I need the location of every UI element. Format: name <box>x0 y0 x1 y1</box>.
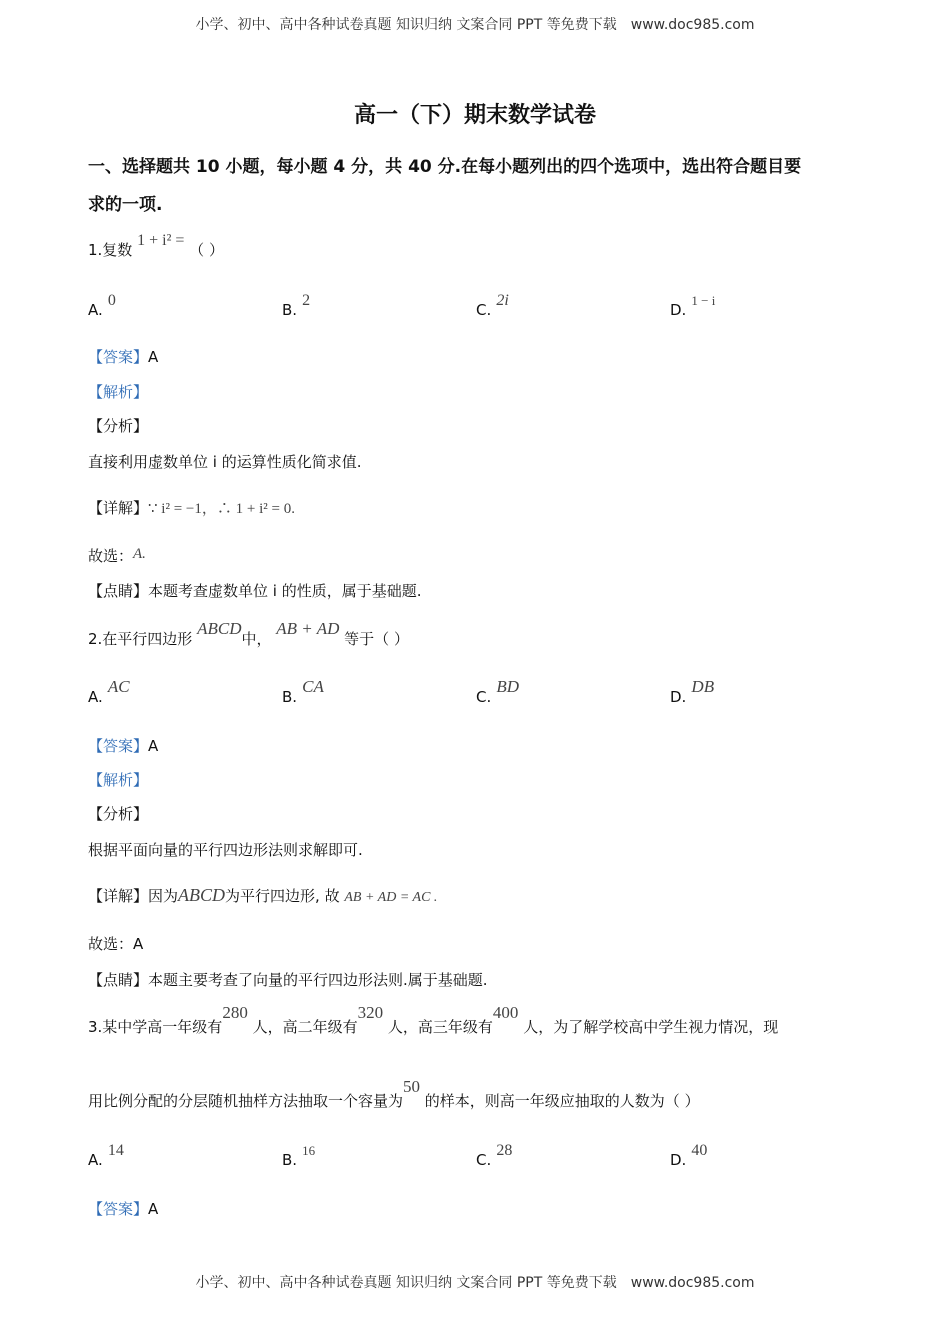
q3-option-c-value: 28 <box>496 1142 513 1159</box>
q2-detail-tag: 【详解】 <box>88 887 149 905</box>
q1-stem-prefix: 1.复数 <box>88 241 133 259</box>
q1-answer <box>88 346 158 367</box>
q3-option-d-value: 40 <box>691 1142 708 1159</box>
q2-option-d-value: DB <box>691 677 715 696</box>
q3-seg3: 人，高三年级有 <box>387 1018 493 1036</box>
q3-option-b-value: 16 <box>302 1143 316 1158</box>
q1-dianjing <box>88 580 422 601</box>
page-title: 高一（下）期末数学试卷 <box>353 103 596 128</box>
q2-detail-formula-1: ABCD <box>178 885 226 905</box>
q3-answer <box>88 1198 158 1219</box>
q2-dianjing-text: 本题主要考查了向量的平行四边形法则.属于基础题. <box>148 971 488 989</box>
q1-option-a <box>88 292 116 320</box>
q2-detail <box>88 885 437 906</box>
q1-stem-formula: 1 + i² = <box>137 232 185 249</box>
q2-option-c <box>476 677 520 707</box>
q3-stem-line1 <box>88 1003 779 1037</box>
q3-option-d <box>670 1142 708 1170</box>
q1-option-b-letter: B. <box>282 301 298 319</box>
footer-url[interactable]: www.doc985.com <box>630 1275 755 1291</box>
q2-stem-formula-1: ABCD <box>197 619 242 638</box>
q1-fenxi-text: 直接利用虚数单位 i 的运算性质化简求值. <box>88 453 362 471</box>
q1-dianjing-tag: 【点睛】 <box>88 582 149 600</box>
q2-option-c-value: BD <box>496 677 520 696</box>
q3-number-280: 280 <box>222 1003 248 1022</box>
q1-option-d <box>670 293 716 319</box>
q2-answer <box>88 735 158 756</box>
q3-number-320: 320 <box>357 1003 384 1022</box>
q3-line2-prefix: 用比例分配的分层随机抽样方法抽取一个容量为 <box>88 1092 404 1110</box>
q1-dianjing-text: 本题考查虚数单位 i 的性质，属于基础题. <box>148 582 422 600</box>
q2-option-b-letter: B. <box>282 688 298 706</box>
footer-text: 小学、初中、高中各种试卷真题 知识归纳 文案合同 PPT 等免费下载 <box>195 1275 617 1291</box>
q3-option-d-letter: D. <box>670 1151 687 1169</box>
q3-option-c-letter: C. <box>476 1151 492 1169</box>
q2-option-a <box>88 677 130 707</box>
q1-choose-value: A. <box>133 546 146 562</box>
q1-option-a-letter: A. <box>88 301 103 319</box>
q3-option-a-letter: A. <box>88 1151 103 1169</box>
q2-detail-prefix: 因为 <box>148 887 179 905</box>
q3-line2-suffix: 的样本，则高一年级应抽取的人数为（ ） <box>424 1092 700 1110</box>
header-text: 小学、初中、高中各种试卷真题 知识归纳 文案合同 PPT 等免费下载 <box>195 17 617 33</box>
q2-stem-suffix: 等于（ ） <box>344 630 409 648</box>
q1-fenxi-tag: 【分析】 <box>88 417 149 435</box>
q1-answer-tag: 【答案】 <box>88 348 149 366</box>
q2-stem-mid: 中， <box>241 630 272 648</box>
q1-detail <box>88 497 295 518</box>
q1-analysis-tag: 【解析】 <box>88 383 149 401</box>
q2-option-d-letter: D. <box>670 688 687 706</box>
q2-option-b-value: CA <box>302 677 324 696</box>
q1-stem <box>88 232 224 260</box>
q2-stem <box>88 619 409 649</box>
q2-option-a-letter: A. <box>88 688 103 706</box>
q1-stem-suffix: （ ） <box>189 241 224 259</box>
q2-answer-value: A <box>148 737 159 755</box>
q3-answer-value: A <box>148 1200 159 1218</box>
q3-number-400: 400 <box>492 1003 519 1022</box>
q3-seg2: 人，高二年级有 <box>252 1018 358 1036</box>
q2-stem-formula-2: AB + AD <box>276 619 340 638</box>
q1-detail-formula: ∵ i² = −1，∴ 1 + i² = 0. <box>148 501 295 517</box>
q2-dianjing-tag: 【点睛】 <box>88 971 149 989</box>
q2-option-b <box>282 677 324 707</box>
q2-option-c-letter: C. <box>476 688 492 706</box>
q2-choose: 故选：A <box>88 935 144 953</box>
q1-choose-label: 故选： <box>88 547 134 565</box>
q1-option-a-value: 0 <box>107 292 116 309</box>
q2-detail-formula-2: AB + AD = AC . <box>344 890 438 905</box>
q3-answer-tag: 【答案】 <box>88 1200 149 1218</box>
q2-fenxi-tag: 【分析】 <box>88 805 149 823</box>
section-heading-line1: 一、选择题共 10 小题，每小题 4 分，共 40 分.在每小题列出的四个选项中，选出符合题目要 <box>88 157 802 177</box>
q1-answer-value: A <box>148 348 159 366</box>
q2-answer-tag: 【答案】 <box>88 737 149 755</box>
q1-option-b <box>282 292 311 320</box>
q2-stem-prefix: 2.在平行四边形 <box>88 630 193 648</box>
q1-option-b-value: 2 <box>302 292 311 309</box>
q3-seg4: 人，为了解学校高中学生视力情况，现 <box>523 1018 779 1036</box>
q3-number-50: 50 <box>403 1077 421 1096</box>
page-footer <box>0 1272 950 1292</box>
q3-option-a-value: 14 <box>107 1142 124 1159</box>
q3-option-b-letter: B. <box>282 1151 298 1169</box>
q2-option-a-value: AC <box>107 677 130 696</box>
q2-option-d <box>670 677 715 707</box>
q1-option-c <box>476 292 509 320</box>
q1-option-d-letter: D. <box>670 301 687 319</box>
q3-stem-line2 <box>88 1077 700 1111</box>
q1-detail-tag: 【详解】 <box>88 499 149 517</box>
q3-option-b <box>282 1143 316 1169</box>
section-heading-line2: 求的一项. <box>88 195 163 215</box>
q2-detail-mid: 为平行四边形, 故 <box>225 887 340 905</box>
q2-analysis-tag: 【解析】 <box>88 771 149 789</box>
q1-choose <box>88 545 146 566</box>
q1-option-c-letter: C. <box>476 301 492 319</box>
q3-option-c <box>476 1142 513 1170</box>
q1-option-c-value: 2i <box>496 292 509 309</box>
q2-dianjing <box>88 969 488 990</box>
q3-seg1: 3.某中学高一年级有 <box>88 1018 223 1036</box>
q3-option-a <box>88 1142 124 1170</box>
q1-option-d-value: 1 − i <box>691 293 716 308</box>
page-header <box>0 14 950 34</box>
header-url[interactable]: www.doc985.com <box>630 17 755 33</box>
q2-fenxi-text: 根据平面向量的平行四边形法则求解即可. <box>88 841 363 859</box>
